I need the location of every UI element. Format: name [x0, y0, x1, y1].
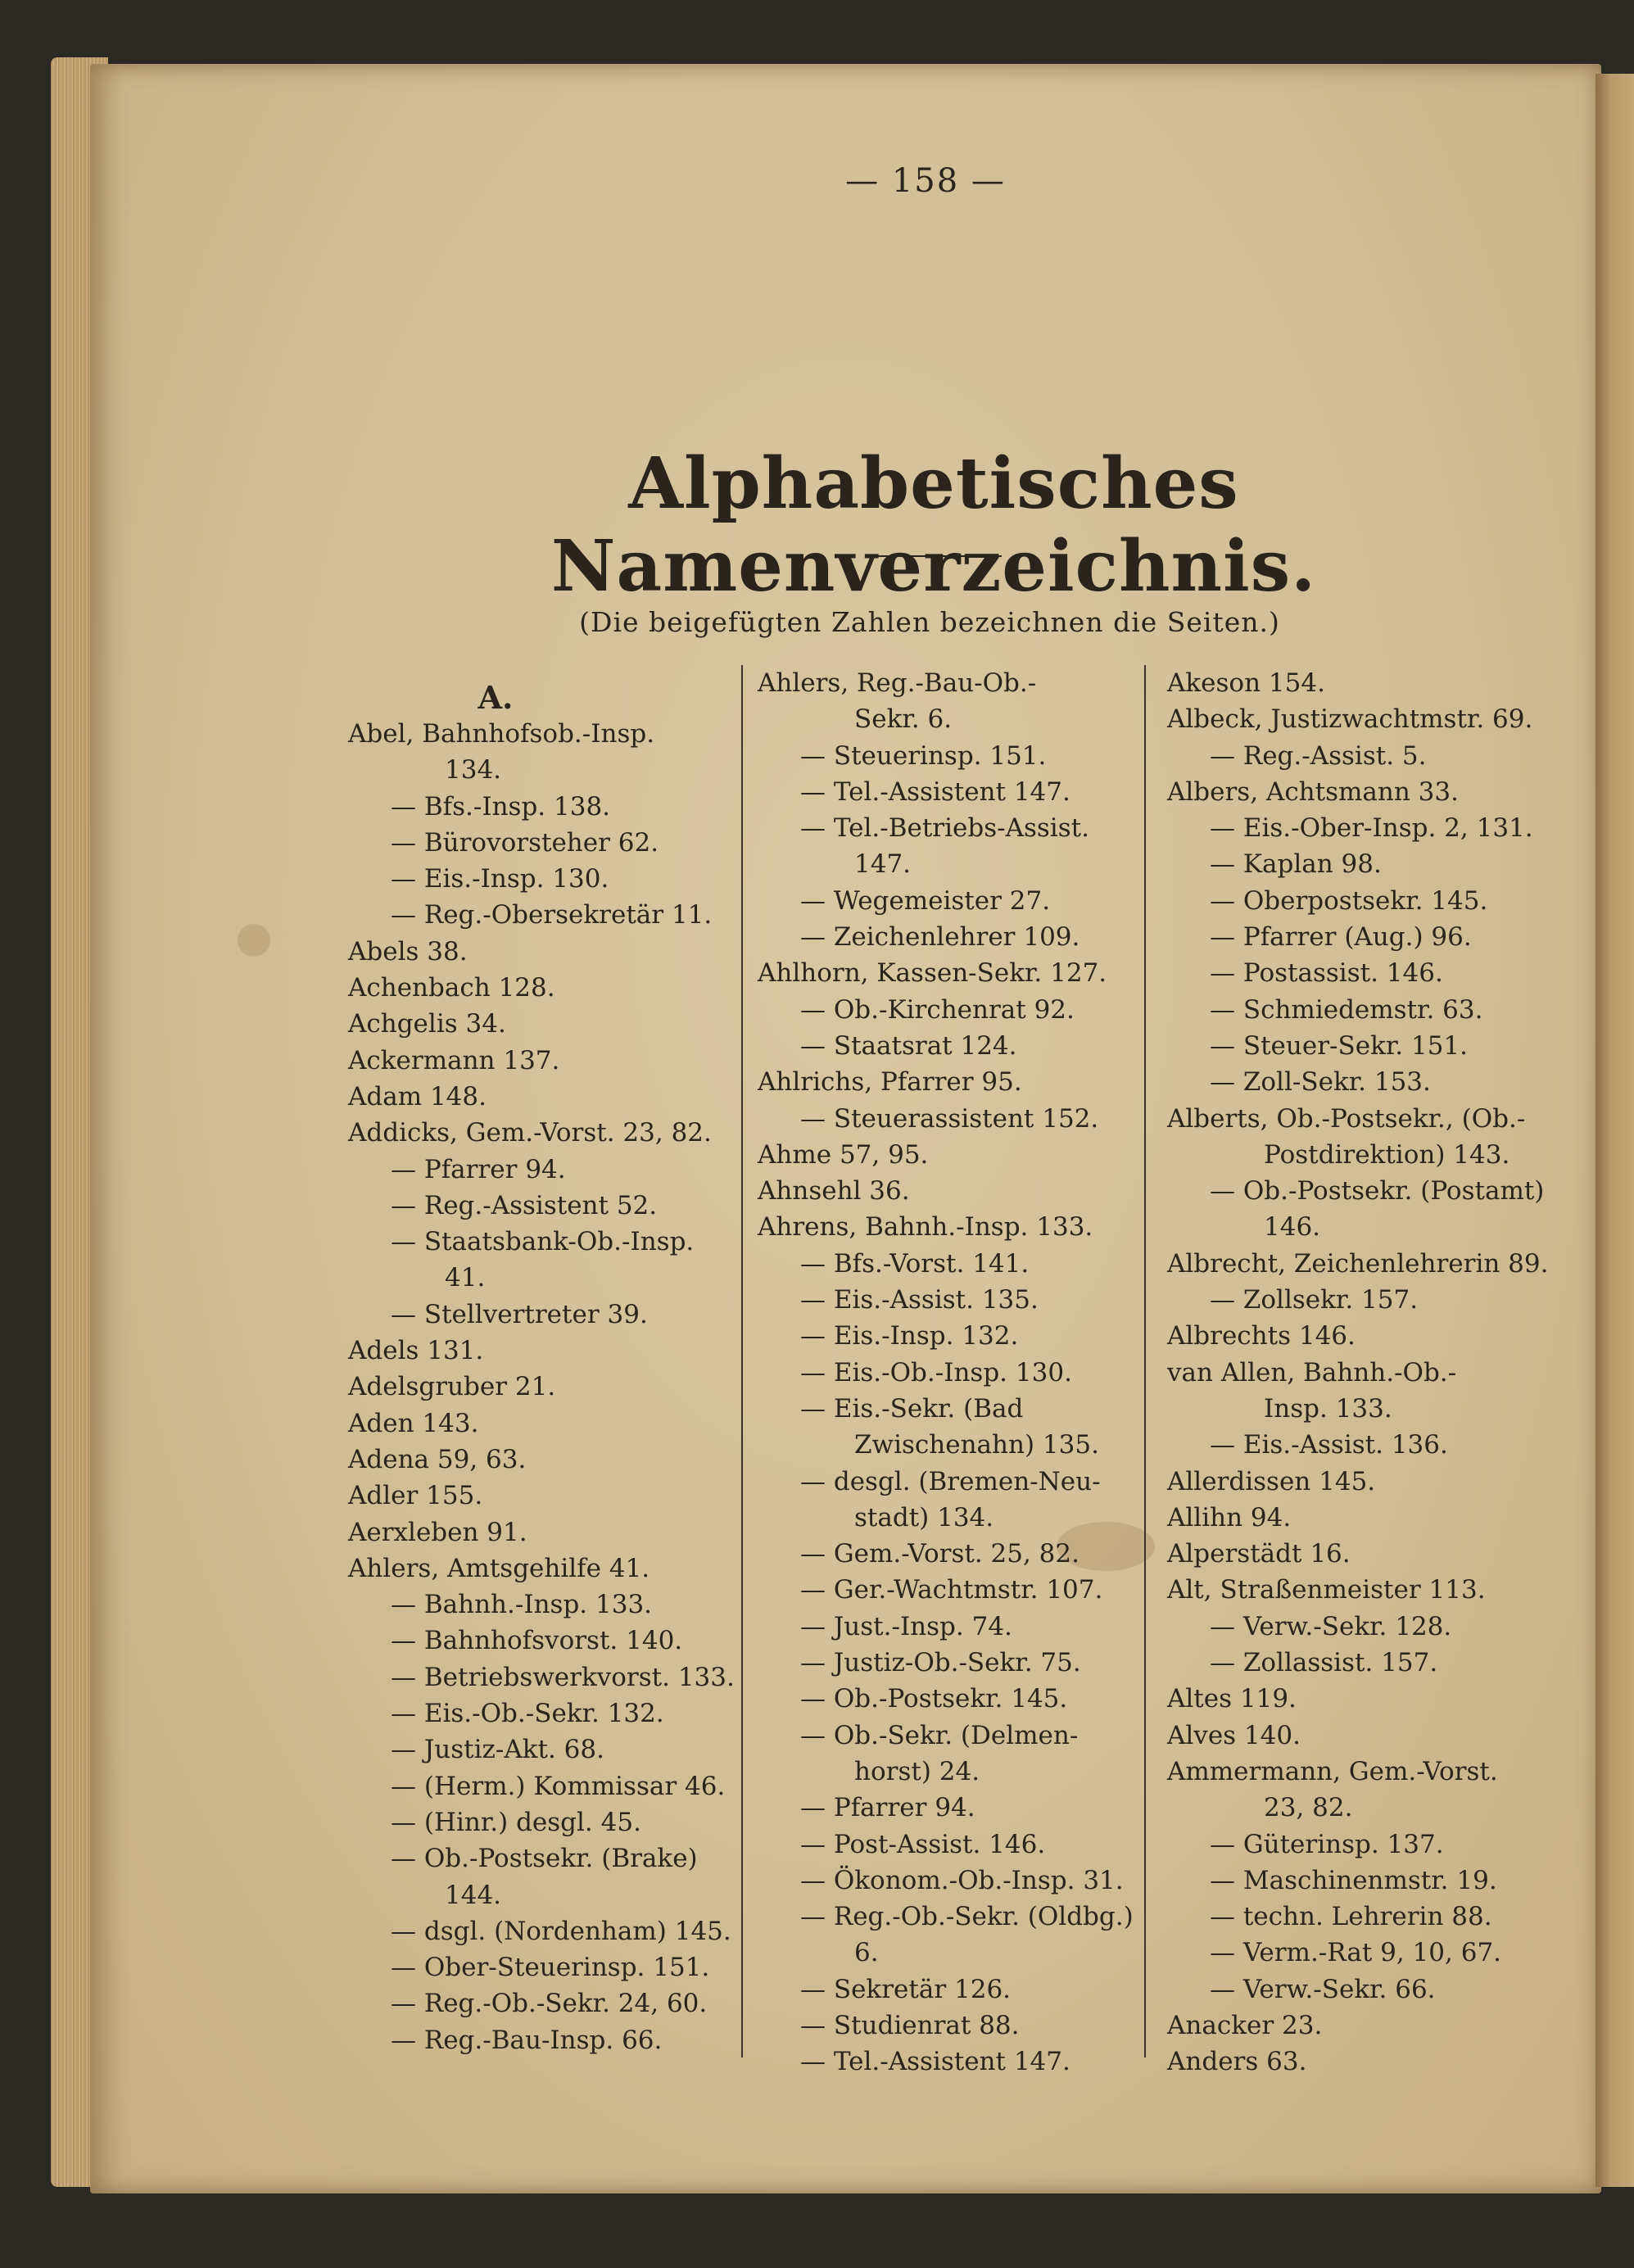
- index-entry: — (Herm.) Kommissar 46.: [391, 1771, 726, 1801]
- index-entry: — Steuerinsp. 151.: [800, 740, 1047, 771]
- column-divider: [741, 665, 743, 2057]
- index-entry: 41.: [445, 1263, 486, 1293]
- next-page-edge: [1596, 74, 1634, 2187]
- index-entry: — Verw.-Sekr. 66.: [1210, 1974, 1436, 2004]
- index-entry: Albeck, Justizwachtmstr. 69.: [1167, 704, 1533, 735]
- index-entry: Ahlers, Amtsgehilfe 41.: [348, 1553, 650, 1583]
- index-entry: — dsgl. (Nordenham) 145.: [391, 1916, 731, 1946]
- index-entry: — Steuer-Sekr. 151.: [1210, 1030, 1469, 1061]
- page-title: Alphabetisches Namenverzeichnis.: [550, 442, 1317, 608]
- index-entry: — Pfarrer (Aug.) 96.: [1210, 922, 1472, 953]
- index-entry: Aden 143.: [348, 1408, 479, 1438]
- index-entry: — Verm.-Rat 9, 10, 67.: [1210, 1938, 1502, 1968]
- index-entry: Addicks, Gem.-Vorst. 23, 82.: [348, 1118, 712, 1148]
- index-entry: Ahlers, Reg.-Bau-Ob.-: [758, 668, 1037, 698]
- index-entry: Ammermann, Gem.-Vorst.: [1167, 1756, 1498, 1786]
- index-entry: — Reg.-Obersekretär 11.: [391, 900, 713, 930]
- index-entry: 134.: [445, 755, 502, 785]
- index-column-3: [1167, 665, 1549, 2080]
- index-entry: — Eis.-Assist. 135.: [800, 1285, 1039, 1315]
- index-entry: — Schmiedemstr. 63.: [1210, 994, 1483, 1025]
- index-entry: — Bfs.-Vorst. 141.: [800, 1248, 1030, 1279]
- index-entry: — Ob.-Sekr. (Delmen-: [800, 1720, 1079, 1750]
- index-entry: Insp. 133.: [1264, 1393, 1392, 1424]
- index-entry: Allihn 94.: [1167, 1502, 1292, 1532]
- index-entry: — Zeichenlehrer 109.: [800, 922, 1080, 953]
- index-entry: — Eis.-Assist. 136.: [1210, 1430, 1448, 1460]
- index-entry: Alves 140.: [1167, 1720, 1301, 1750]
- index-entry: 23, 82.: [1264, 1793, 1353, 1823]
- index-entry: — Ob.-Postsekr. 145.: [800, 1684, 1068, 1714]
- index-entry: — Oberpostsekr. 145.: [1210, 885, 1488, 916]
- index-entry: Abels 38.: [348, 936, 468, 967]
- index-entry: Albrechts 146.: [1167, 1321, 1356, 1351]
- index-entry: — Pfarrer 94.: [800, 1793, 975, 1823]
- index-entry: — Studienrat 88.: [800, 2010, 1020, 2040]
- index-entry: Allerdissen 145.: [1167, 1466, 1376, 1496]
- index-entry: — Tel.-Assistent 147.: [800, 776, 1070, 807]
- index-entry: — Bürovorsteher 62.: [391, 827, 659, 858]
- index-entry: van Allen, Bahnh.-Ob.-: [1167, 1357, 1457, 1388]
- index-entry: — Zollsekr. 157.: [1210, 1285, 1419, 1315]
- index-entry: — Gem.-Vorst. 25, 82.: [800, 1539, 1080, 1569]
- index-entry: — Staatsrat 124.: [800, 1030, 1017, 1061]
- index-entry: Abel, Bahnhofsob.-Insp.: [348, 719, 655, 749]
- index-entry: — techn. Lehrerin 88.: [1210, 1902, 1492, 1932]
- index-entry: — Verw.-Sekr. 128.: [1210, 1611, 1452, 1641]
- index-entry: Alberts, Ob.-Postsekr., (Ob.-: [1167, 1103, 1526, 1134]
- index-entry: — Zollassist. 157.: [1210, 1648, 1438, 1678]
- index-entry: Anders 63.: [1167, 2047, 1307, 2077]
- index-entry: — Eis.-Insp. 130.: [391, 864, 609, 894]
- index-entry: Postdirektion) 143.: [1264, 1139, 1510, 1170]
- index-entry: stadt) 134.: [854, 1502, 994, 1532]
- index-entry: — Steuerassistent 152.: [800, 1103, 1099, 1134]
- index-entry: Adler 155.: [348, 1481, 483, 1511]
- index-entry: — Ob.-Kirchenrat 92.: [800, 994, 1075, 1025]
- index-entry: — Pfarrer 94.: [391, 1154, 566, 1184]
- index-entry: 144.: [445, 1880, 502, 1910]
- index-entry: Achenbach 128.: [348, 973, 555, 1003]
- index-entry: — Justiz-Akt. 68.: [391, 1735, 604, 1765]
- index-entry: — Eis.-Ob.-Sekr. 132.: [391, 1699, 664, 1729]
- index-column-1: [348, 665, 741, 2058]
- index-entry: — Reg.-Assistent 52.: [391, 1190, 658, 1220]
- index-entry: — Ob.-Postsekr. (Brake): [391, 1844, 698, 1874]
- index-entry: — Eis.-Ober-Insp. 2, 131.: [1210, 813, 1533, 844]
- index-entry: — Just.-Insp. 74.: [800, 1611, 1012, 1641]
- index-entry: — Güterinsp. 137.: [1210, 1829, 1444, 1859]
- index-entry: — Justiz-Ob.-Sekr. 75.: [800, 1648, 1081, 1678]
- index-entry: — Bfs.-Insp. 138.: [391, 791, 611, 822]
- index-entry: — Eis.-Ob.-Insp. 130.: [800, 1357, 1072, 1388]
- index-entry: — Zoll-Sekr. 153.: [1210, 1067, 1431, 1098]
- index-entry: — Reg.-Ob.-Sekr. 24, 60.: [391, 1989, 708, 2019]
- index-entry: Ahlrichs, Pfarrer 95.: [758, 1067, 1022, 1098]
- index-entry: Achgelis 34.: [348, 1009, 506, 1039]
- index-entry: Altes 119.: [1167, 1684, 1297, 1714]
- index-entry: 146.: [1264, 1212, 1321, 1243]
- index-entry: Anacker 23.: [1167, 2010, 1323, 2040]
- index-entry: — Post-Assist. 146.: [800, 1829, 1046, 1859]
- index-entry: — (Hinr.) desgl. 45.: [391, 1807, 641, 1837]
- index-entry: — Maschinenmstr. 19.: [1210, 1865, 1497, 1895]
- index-entry: Alt, Straßenmeister 113.: [1167, 1575, 1486, 1605]
- index-entry: — Wegemeister 27.: [800, 885, 1051, 916]
- index-entry: Ahrens, Bahnh.-Insp. 133.: [758, 1212, 1093, 1243]
- index-entry: Albers, Achtsmann 33.: [1167, 776, 1459, 807]
- index-entry: — Eis.-Insp. 132.: [800, 1321, 1019, 1351]
- index-entry: 147.: [854, 849, 912, 880]
- section-letter: A.: [478, 679, 514, 716]
- index-entry: — Betriebswerkvorst. 133.: [391, 1662, 735, 1692]
- index-entry: — Tel.-Betriebs-Assist.: [800, 813, 1089, 844]
- page-subtitle: (Die beigefügten Zahlen bezeichnen die Seiten.): [579, 606, 1280, 638]
- index-entry: — Reg.-Ob.-Sekr. (Oldbg.): [800, 1902, 1134, 1932]
- index-entry: — Ger.-Wachtmstr. 107.: [800, 1575, 1103, 1605]
- index-entry: — Sekretär 126.: [800, 1974, 1012, 2004]
- index-entry: — Ober-Steuerinsp. 151.: [391, 1953, 710, 1983]
- index-entry: Alperstädt 16.: [1167, 1539, 1351, 1569]
- index-entry: — Staatsbank-Ob.-Insp.: [391, 1227, 695, 1257]
- index-entry: — Tel.-Assistent 147.: [800, 2047, 1070, 2077]
- index-entry: Zwischenahn) 135.: [854, 1430, 1099, 1460]
- index-entry: — Postassist. 146.: [1210, 958, 1443, 989]
- paper-stain: [238, 924, 270, 957]
- index-entry: Adena 59, 63.: [348, 1444, 527, 1474]
- index-entry: Albrecht, Zeichenlehrerin 89.: [1167, 1248, 1549, 1279]
- column-divider: [1144, 665, 1146, 2057]
- index-entry: Ahnsehl 36.: [758, 1176, 910, 1206]
- index-entry: Ahlhorn, Kassen-Sekr. 127.: [758, 958, 1107, 989]
- index-entry: — Bahnh.-Insp. 133.: [391, 1590, 653, 1620]
- index-entry: — desgl. (Bremen-Neu-: [800, 1466, 1101, 1496]
- index-entry: — Ökonom.-Ob.-Insp. 31.: [800, 1865, 1124, 1895]
- index-entry: 6.: [854, 1938, 879, 1968]
- index-entry: — Stellvertreter 39.: [391, 1299, 648, 1329]
- index-entry: Adelsgruber 21.: [348, 1372, 556, 1402]
- index-entry: Sekr. 6.: [854, 704, 953, 735]
- index-entry: — Eis.-Sekr. (Bad: [800, 1393, 1024, 1424]
- index-entry: — Kaplan 98.: [1210, 849, 1382, 880]
- index-entry: Ahme 57, 95.: [758, 1139, 929, 1170]
- index-entry: — Ob.-Postsekr. (Postamt): [1210, 1176, 1545, 1206]
- index-entry: Aerxleben 91.: [348, 1517, 527, 1547]
- title-divider: [875, 555, 1002, 557]
- index-entry: Akeson 154.: [1167, 668, 1325, 698]
- index-column-2: [758, 665, 1143, 2080]
- index-entry: — Bahnhofsvorst. 140.: [391, 1626, 683, 1656]
- index-entry: Adels 131.: [348, 1336, 484, 1366]
- index-entry: Ackermann 137.: [348, 1045, 560, 1075]
- index-entry: — Reg.-Assist. 5.: [1210, 740, 1427, 771]
- index-entry: — Reg.-Bau-Insp. 66.: [391, 2025, 663, 2055]
- index-entry: horst) 24.: [854, 1756, 980, 1786]
- index-entry: Adam 148.: [348, 1081, 487, 1111]
- page-number: — 158 —: [845, 162, 1006, 200]
